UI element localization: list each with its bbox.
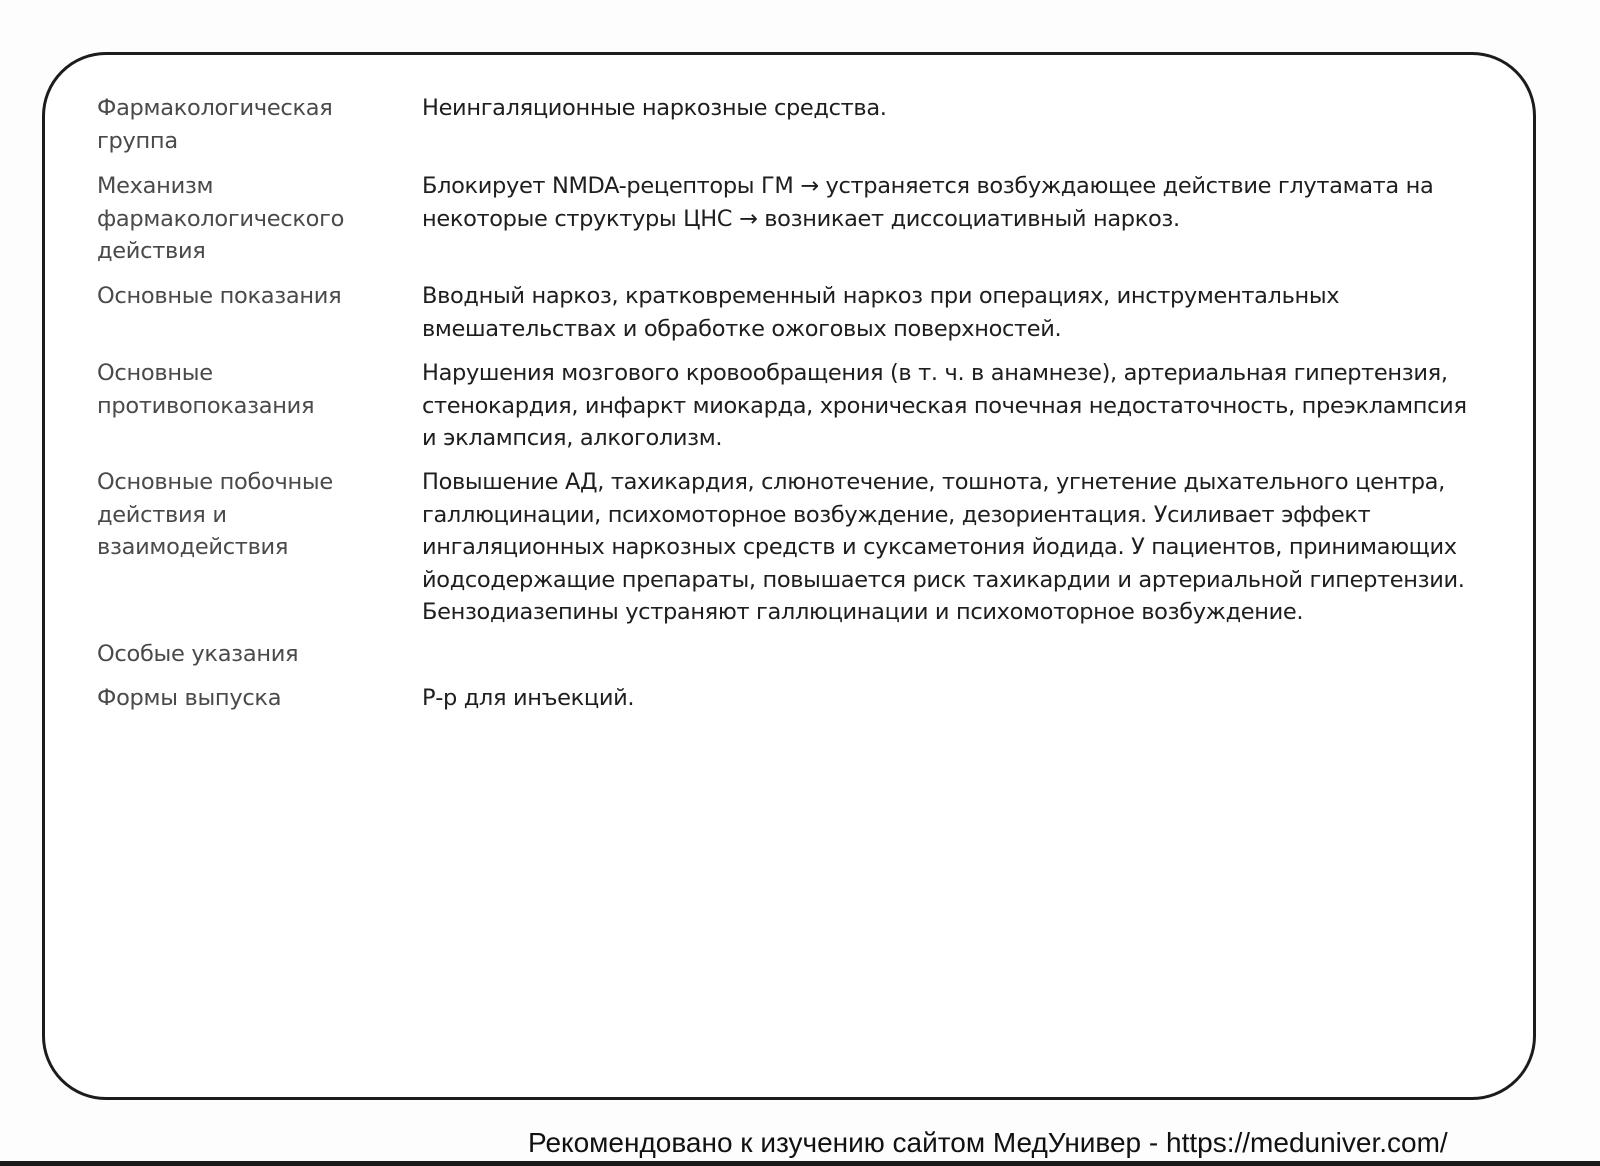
bottom-divider [0, 1161, 1600, 1166]
row-value: Неингаляционные наркозные средства. [422, 95, 887, 121]
row-value: Р-р для инъекций. [422, 685, 635, 711]
row-value: Вводный наркоз, кратковременный наркоз при операциях, инструментальных вмешательствах и обработке ожоговых поверхностей. [422, 283, 1340, 342]
row-label: Особые указания [97, 641, 299, 667]
row-label: Механизм фармакологического действия [97, 173, 345, 264]
row-label: Формы выпуска [97, 685, 282, 711]
footer-recommendation: Рекомендовано к изучению сайтом МедУнивер - https://meduniver.com/ [528, 1127, 1448, 1158]
row-label: Основные противопоказания [97, 360, 315, 419]
row-value: Блокирует NMDA-рецепторы ГМ → устраняется возбуждающее действие глутамата на некоторые структуры ЦНС → возникает диссоциативный наркоз. [422, 173, 1434, 232]
row-label: Основные побочные действия и взаимодействия [97, 469, 333, 560]
row-value: Нарушения мозгового кровообращения (в т. ч. в анамнезе), артериальная гипертензия, стенокардия, инфаркт миокарда, хроническая почечная недостаточность, преэклампсия и эклампсия, алкоголизм. [422, 360, 1467, 451]
row-label: Основные показания [97, 283, 342, 309]
row-value: Повышение АД, тахикардия, слюнотечение, тошнота, угнетение дыхательного центра, галлюцинации, психомоторное возбуждение, дезориентация. Усиливает эффект ингаляционных наркозных средств и суксаметония йодида. У пациентов, принимающих йодсодержащие препараты, повышается риск тахикардии и артериальной гипертензии. Бензодиазепины устраняют галлюцинации и психомоторное возбуждение. [422, 469, 1465, 625]
row-label: Фармакологическая группа [97, 95, 333, 154]
